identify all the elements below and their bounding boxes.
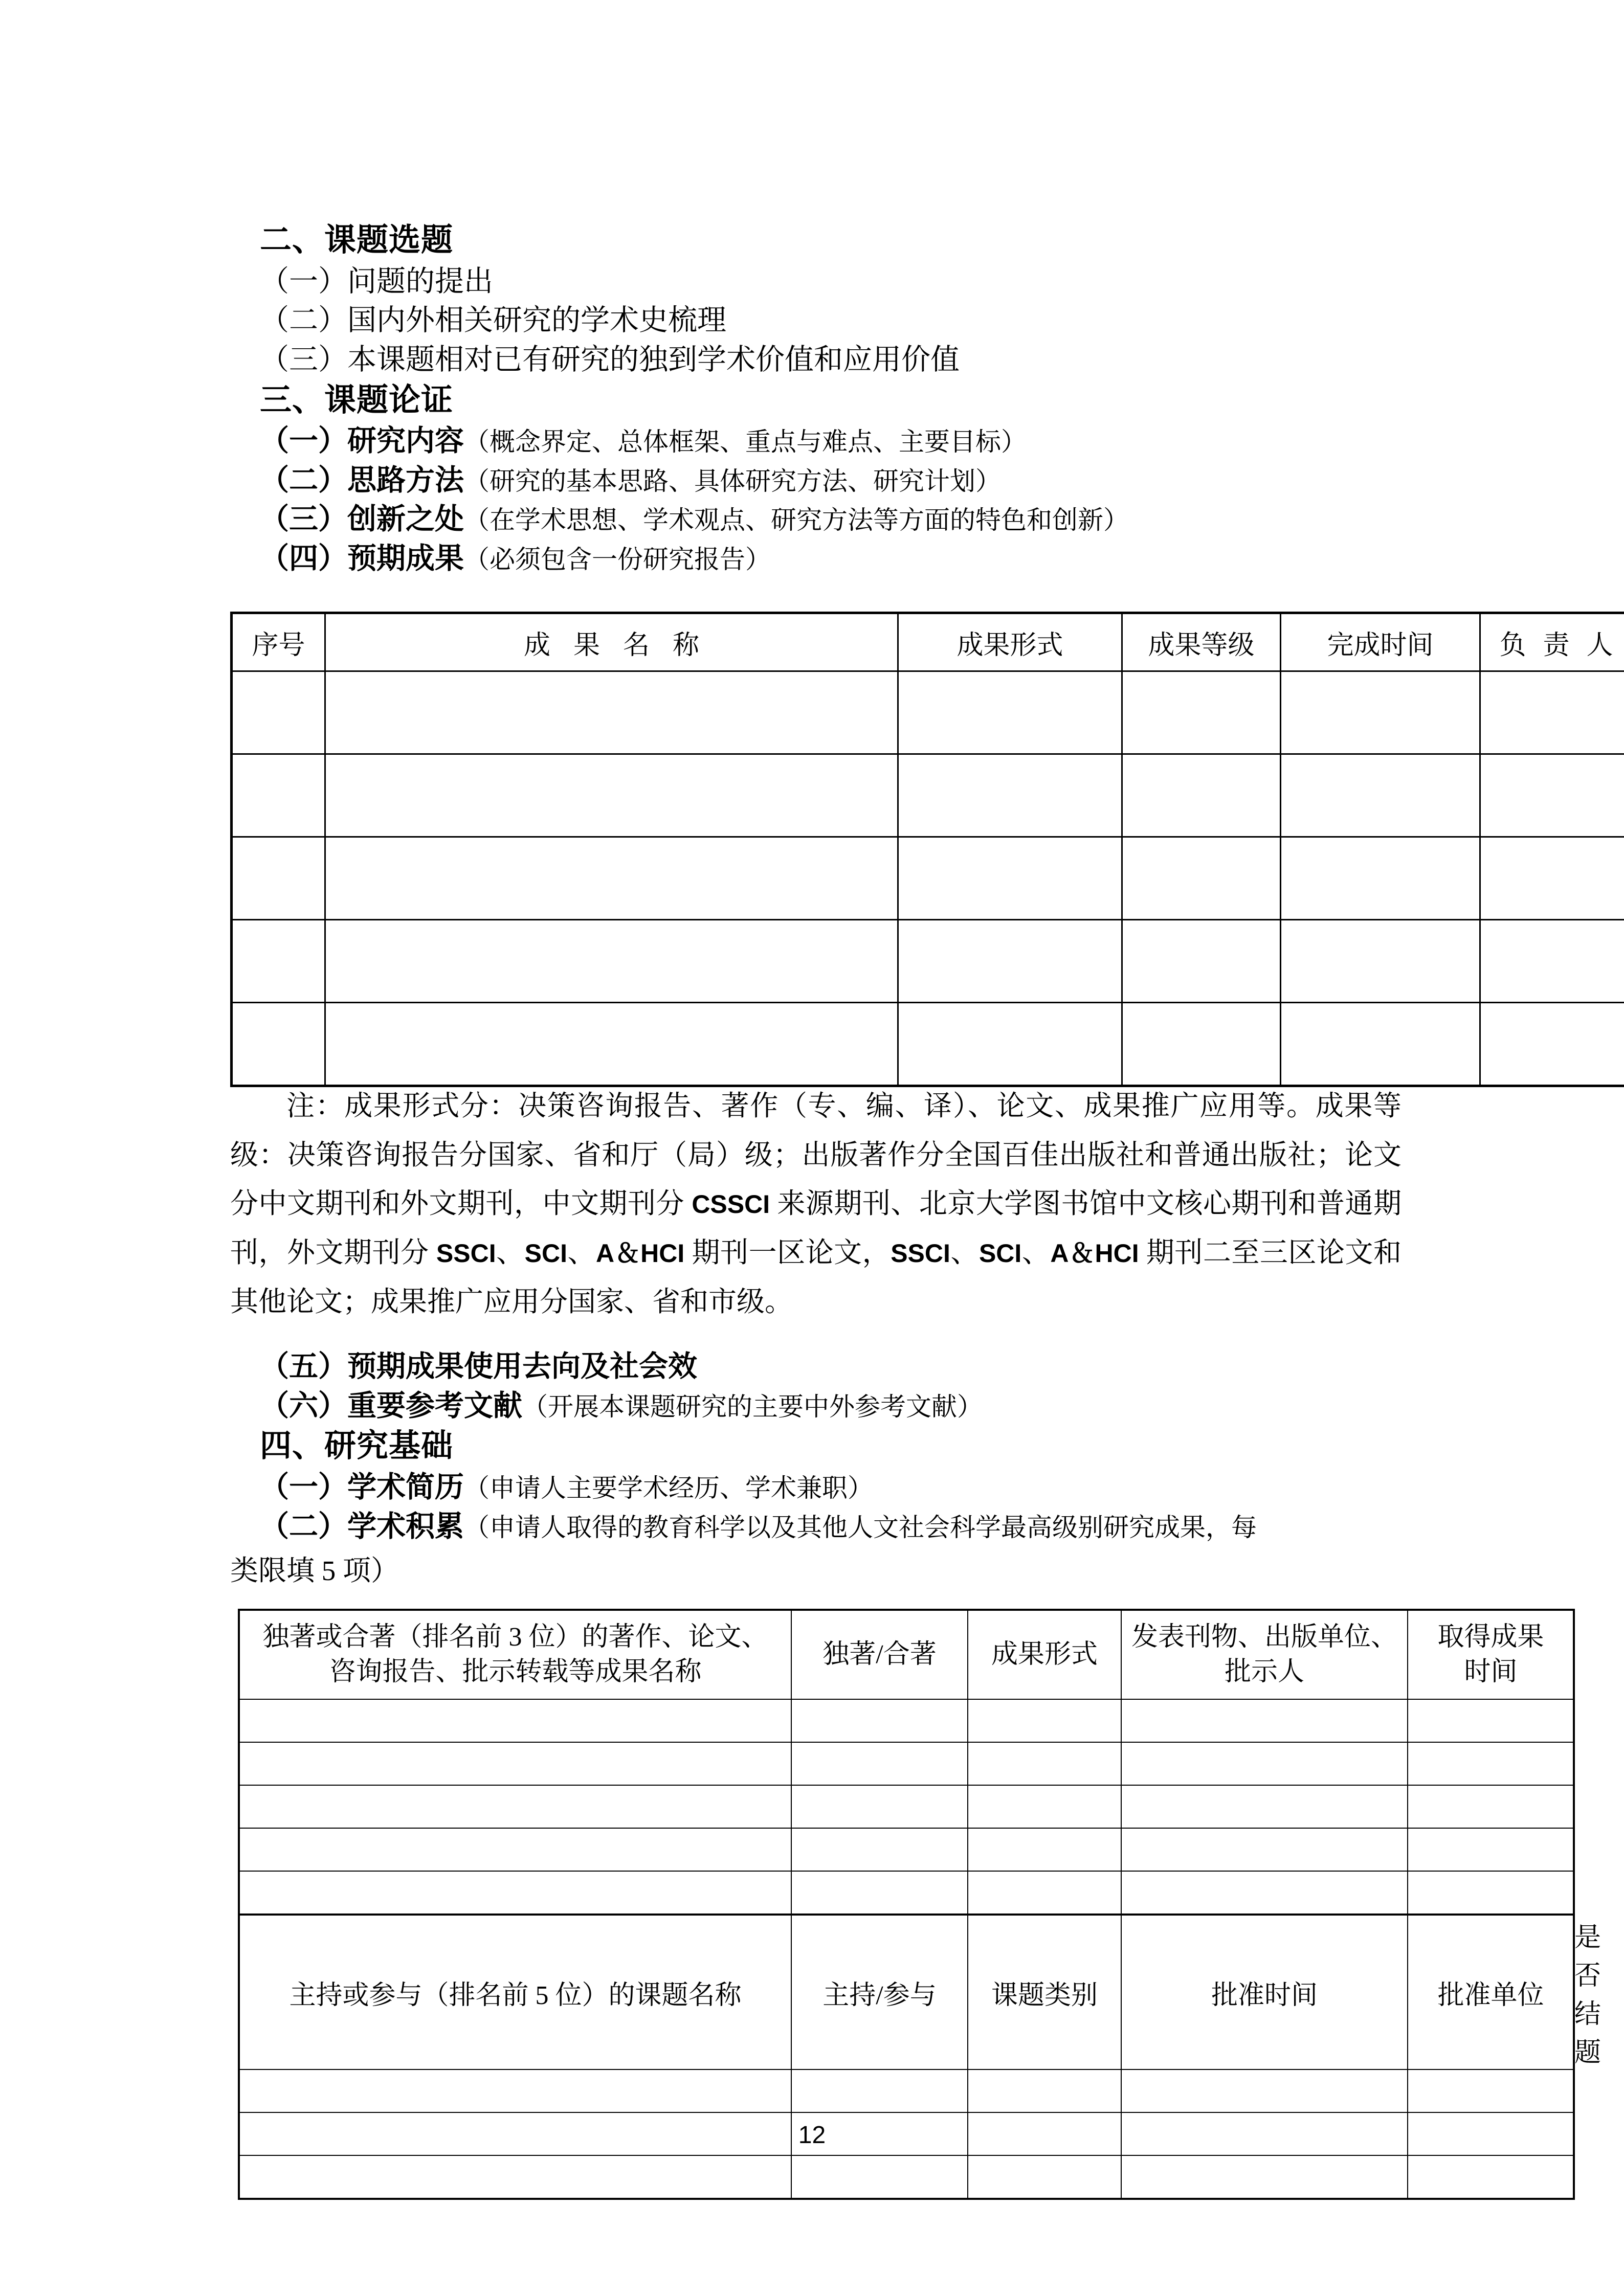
cell-result-name[interactable] xyxy=(325,754,898,837)
cell-responsible-person[interactable] xyxy=(1480,671,1624,754)
cell-result-name[interactable] xyxy=(325,671,898,754)
note-sep-4: 、 xyxy=(1021,1237,1051,1269)
col-header-authorship: 独著/合著 xyxy=(791,1610,968,1699)
cell-completion-time[interactable] xyxy=(1281,837,1480,920)
cell-authorship[interactable] xyxy=(791,1871,968,1915)
expected-results-table xyxy=(230,612,1624,1087)
argumentation-item-5-label: （五）预期成果使用去向及社会效 xyxy=(260,1350,697,1383)
cell-result-grade[interactable] xyxy=(1122,1003,1281,1086)
note-ahci-1: A＆HCI xyxy=(596,1239,685,1268)
cell-index[interactable] xyxy=(232,1003,325,1086)
col-header-responsible-person: 负 责 人 xyxy=(1480,613,1624,671)
cell-approval-unit[interactable] xyxy=(1408,2155,1574,2199)
argumentation-item-1-label: （一）研究内容 xyxy=(260,425,464,458)
note-sci-1: SCI xyxy=(524,1239,567,1268)
publication-name-line-1: 独著或合著（排名前 3 位）的著作、论文、 xyxy=(262,1623,768,1652)
cell-publication-name[interactable] xyxy=(239,1828,791,1871)
cell-completion-time[interactable] xyxy=(1281,754,1480,837)
col-header-result-grade: 成果等级 xyxy=(1122,613,1281,671)
cell-responsible-person[interactable] xyxy=(1480,754,1624,837)
cell-journal-publisher[interactable] xyxy=(1121,1785,1408,1828)
heading-topic-selection: 二、课题选题 xyxy=(260,223,454,258)
argumentation-item-1 xyxy=(230,422,1573,461)
topic-item-3: （三）本课题相对已有研究的独到学术价值和应用价值 xyxy=(260,343,960,376)
research-basis-item-1-label: （一）学术简历 xyxy=(260,1471,464,1503)
cell-acquisition-time[interactable] xyxy=(1408,1871,1574,1915)
note-text-1: 注：成果形式分：决策咨询报告、著作（专、编、译）、论文、成果推广应用等。成果等级：决策咨询报告分国家、省和厅（局）级；出版著作分全国百佳出版社和普通出版社；论文分中文期刊和外文期刊，中文期刊分 xyxy=(230,1090,1401,1220)
heading-argumentation: 三、课题论证 xyxy=(260,382,454,418)
research-basis-item-2-label: （二）学术积累 xyxy=(260,1510,464,1543)
cell-project-name[interactable] xyxy=(239,2155,791,2199)
cell-approval-time[interactable] xyxy=(1121,2069,1408,2112)
argumentation-item-5 xyxy=(230,1347,1573,1387)
cell-project-category[interactable] xyxy=(968,2069,1121,2112)
cell-authorship[interactable] xyxy=(791,1785,968,1828)
cell-publication-name[interactable] xyxy=(239,1785,791,1828)
research-basis-item-1 xyxy=(230,1468,1573,1507)
cell-result-form[interactable] xyxy=(898,837,1122,920)
table-row[interactable] xyxy=(232,920,1624,1003)
cell-result-form[interactable] xyxy=(968,1828,1121,1871)
argumentation-item-3-label: （三）创新之处 xyxy=(260,503,464,536)
research-basis-item-1-note: （申请人主要学术经历、学术兼职） xyxy=(464,1473,873,1502)
acquisition-time-line-2: 时间 xyxy=(1464,1657,1518,1686)
cell-result-grade[interactable] xyxy=(1122,671,1281,754)
cell-result-name[interactable] xyxy=(325,920,898,1003)
note-text-3: 期刊一区论文， xyxy=(684,1237,891,1269)
cell-completion-time[interactable] xyxy=(1281,920,1480,1003)
cell-result-form[interactable] xyxy=(898,754,1122,837)
heading-research-basis: 四、研究基础 xyxy=(260,1429,454,1464)
col-header-result-form: 成果形式 xyxy=(898,613,1122,671)
cell-journal-publisher[interactable] xyxy=(1121,1871,1408,1915)
cell-result-name[interactable] xyxy=(325,837,898,920)
note-ssci-1: SSCI xyxy=(436,1239,496,1268)
cell-result-form[interactable] xyxy=(898,920,1122,1003)
note-text-4: 期刊二至三区论文和其他论文；成果推广应用分国家、省和市级。 xyxy=(230,1237,1401,1317)
col-header-publication-name xyxy=(239,1610,791,1699)
cell-publication-name[interactable] xyxy=(239,1742,791,1785)
cell-index[interactable] xyxy=(232,837,325,920)
cell-completion-time[interactable] xyxy=(1281,1003,1480,1086)
cell-role[interactable] xyxy=(791,2155,968,2199)
table-row[interactable] xyxy=(232,1003,1624,1086)
table-row[interactable] xyxy=(239,2069,1574,2112)
cell-result-form[interactable] xyxy=(968,1871,1121,1915)
journal-publisher-line-1: 发表刊物、出版单位、 xyxy=(1131,1623,1397,1652)
cell-result-form[interactable] xyxy=(968,1699,1121,1742)
col-header-project-name: 主持或参与（排名前 5 位）的课题名称 xyxy=(239,1915,791,2069)
note-sci-2: SCI xyxy=(978,1239,1022,1268)
table-row[interactable] xyxy=(239,2155,1574,2199)
cell-result-grade[interactable] xyxy=(1122,920,1281,1003)
results-note-paragraph xyxy=(230,1082,1401,1326)
note-ssci-2: SSCI xyxy=(891,1239,950,1268)
cell-journal-publisher[interactable] xyxy=(1121,1742,1408,1785)
note-text-2: 来源期刊、北京大学图书馆中文核心期刊和普通期刊，外文期刊分 xyxy=(230,1188,1401,1269)
cell-authorship[interactable] xyxy=(791,1828,968,1871)
note-ahci-2: A＆HCI xyxy=(1050,1239,1139,1268)
publications-header-row xyxy=(239,1610,1574,1699)
cell-project-category[interactable] xyxy=(968,2155,1121,2199)
cell-responsible-person[interactable] xyxy=(1480,837,1624,920)
table-row[interactable] xyxy=(232,671,1624,754)
col-header-index: 序号 xyxy=(232,613,325,671)
cell-role[interactable] xyxy=(791,2069,968,2112)
note-sep-1: 、 xyxy=(496,1237,525,1269)
cell-authorship[interactable] xyxy=(791,1699,968,1742)
cell-index[interactable] xyxy=(232,754,325,837)
acquisition-time-line-1: 取得成果 xyxy=(1437,1623,1544,1652)
results-note-block xyxy=(230,1082,1401,1326)
research-basis-item-2-continuation: 类限填 5 项） xyxy=(230,1555,399,1587)
cell-journal-publisher[interactable] xyxy=(1121,1828,1408,1871)
col-header-approval-unit: 批准单位 xyxy=(1408,1915,1574,2069)
cell-acquisition-time[interactable] xyxy=(1408,1785,1574,1828)
research-basis-item-2-note: （申请人取得的教育科学以及其他人文社会科学最高级别研究成果，每 xyxy=(464,1513,1257,1542)
argumentation-item-4-note: （必须包含一份研究报告） xyxy=(464,545,771,574)
cell-approval-time[interactable] xyxy=(1121,2155,1408,2199)
cell-acquisition-time[interactable] xyxy=(1408,1828,1574,1871)
col-header-approval-time: 批准时间 xyxy=(1121,1915,1408,2069)
col-header-completion-time: 完成时间 xyxy=(1281,613,1480,671)
argumentation-item-2-note: （研究的基本思路、具体研究方法、研究计划） xyxy=(464,466,1001,496)
col-header-result-name: 成 果 名 称 xyxy=(325,613,898,671)
topic-item-1: （一）问题的提出 xyxy=(260,265,493,298)
cell-index[interactable] xyxy=(232,671,325,754)
argumentation-item-6-note: （开展本课题研究的主要中外参考文献） xyxy=(522,1392,983,1421)
argumentation-item-3-note: （在学术思想、学术观点、研究方法等方面的特色和创新） xyxy=(464,506,1129,535)
cell-responsible-person[interactable] xyxy=(1480,1003,1624,1086)
note-sep-2: 、 xyxy=(567,1237,596,1269)
table-row[interactable] xyxy=(239,1828,1574,1871)
cell-result-form[interactable] xyxy=(898,1003,1122,1086)
cell-publication-name[interactable] xyxy=(239,1871,791,1915)
research-basis-item-2 xyxy=(230,1507,1573,1547)
argumentation-item-3 xyxy=(230,500,1573,539)
cell-result-name[interactable] xyxy=(325,1003,898,1086)
cell-result-grade[interactable] xyxy=(1122,837,1281,920)
cell-result-form[interactable] xyxy=(968,1785,1121,1828)
cell-authorship[interactable] xyxy=(791,1742,968,1785)
cell-responsible-person[interactable] xyxy=(1480,920,1624,1003)
col-header-role: 主持/参与 xyxy=(791,1915,968,2069)
table-row[interactable] xyxy=(232,754,1624,837)
cell-completion-time[interactable] xyxy=(1281,671,1480,754)
cell-acquisition-time[interactable] xyxy=(1408,1699,1574,1742)
cell-project-name[interactable] xyxy=(239,2069,791,2112)
cell-result-grade[interactable] xyxy=(1122,754,1281,837)
cell-index[interactable] xyxy=(232,920,325,1003)
cell-result-form[interactable] xyxy=(968,1742,1121,1785)
projects-header-row: 主持或参与（排名前 5 位）的课题名称 主持/参与 课题类别 批准时间 批准单位 是否结题 xyxy=(239,1915,1574,2069)
cell-result-form[interactable] xyxy=(898,671,1122,754)
col-header-journal-publisher xyxy=(1121,1610,1408,1699)
col-header-project-category: 课题类别 xyxy=(968,1915,1121,2069)
table-row[interactable] xyxy=(239,1871,1574,1915)
argumentation-item-6 xyxy=(230,1387,1573,1426)
argumentation-item-6-label: （六）重要参考文献 xyxy=(260,1389,522,1422)
argumentation-item-4 xyxy=(230,539,1573,579)
argumentation-item-1-note: （概念界定、总体框架、重点与难点、主要目标） xyxy=(464,427,1027,457)
argumentation-item-2-label: （二）思路方法 xyxy=(260,464,464,497)
journal-publisher-line-2: 批示人 xyxy=(1224,1657,1304,1686)
table-row[interactable] xyxy=(239,1699,1574,1742)
page-number: 12 xyxy=(798,2122,826,2149)
argumentation-item-2 xyxy=(230,461,1573,501)
cell-publication-name[interactable] xyxy=(239,1699,791,1742)
note-sep-3: 、 xyxy=(950,1237,979,1269)
cell-journal-publisher[interactable] xyxy=(1121,1699,1408,1742)
argumentation-item-4-label: （四）预期成果 xyxy=(260,543,464,575)
upper-text-block xyxy=(230,220,1573,579)
cell-approval-unit[interactable] xyxy=(1408,2069,1574,2112)
table-row[interactable] xyxy=(239,1742,1574,1785)
topic-item-2: （二）国内外相关研究的学术史梳理 xyxy=(260,304,726,337)
col-header-result-form: 成果形式 xyxy=(968,1610,1121,1699)
academic-accumulation-table xyxy=(238,1609,1601,2200)
cell-acquisition-time[interactable] xyxy=(1408,1742,1574,1785)
note-cssci: CSSCI xyxy=(692,1190,770,1219)
col-header-acquisition-time xyxy=(1408,1610,1574,1699)
publication-name-line-2: 咨询报告、批示转载等成果名称 xyxy=(329,1657,702,1686)
table-row[interactable] xyxy=(239,1785,1574,1828)
table-row[interactable] xyxy=(232,837,1624,920)
table-header-row xyxy=(232,613,1624,671)
lower-text-block xyxy=(230,1347,1573,1595)
